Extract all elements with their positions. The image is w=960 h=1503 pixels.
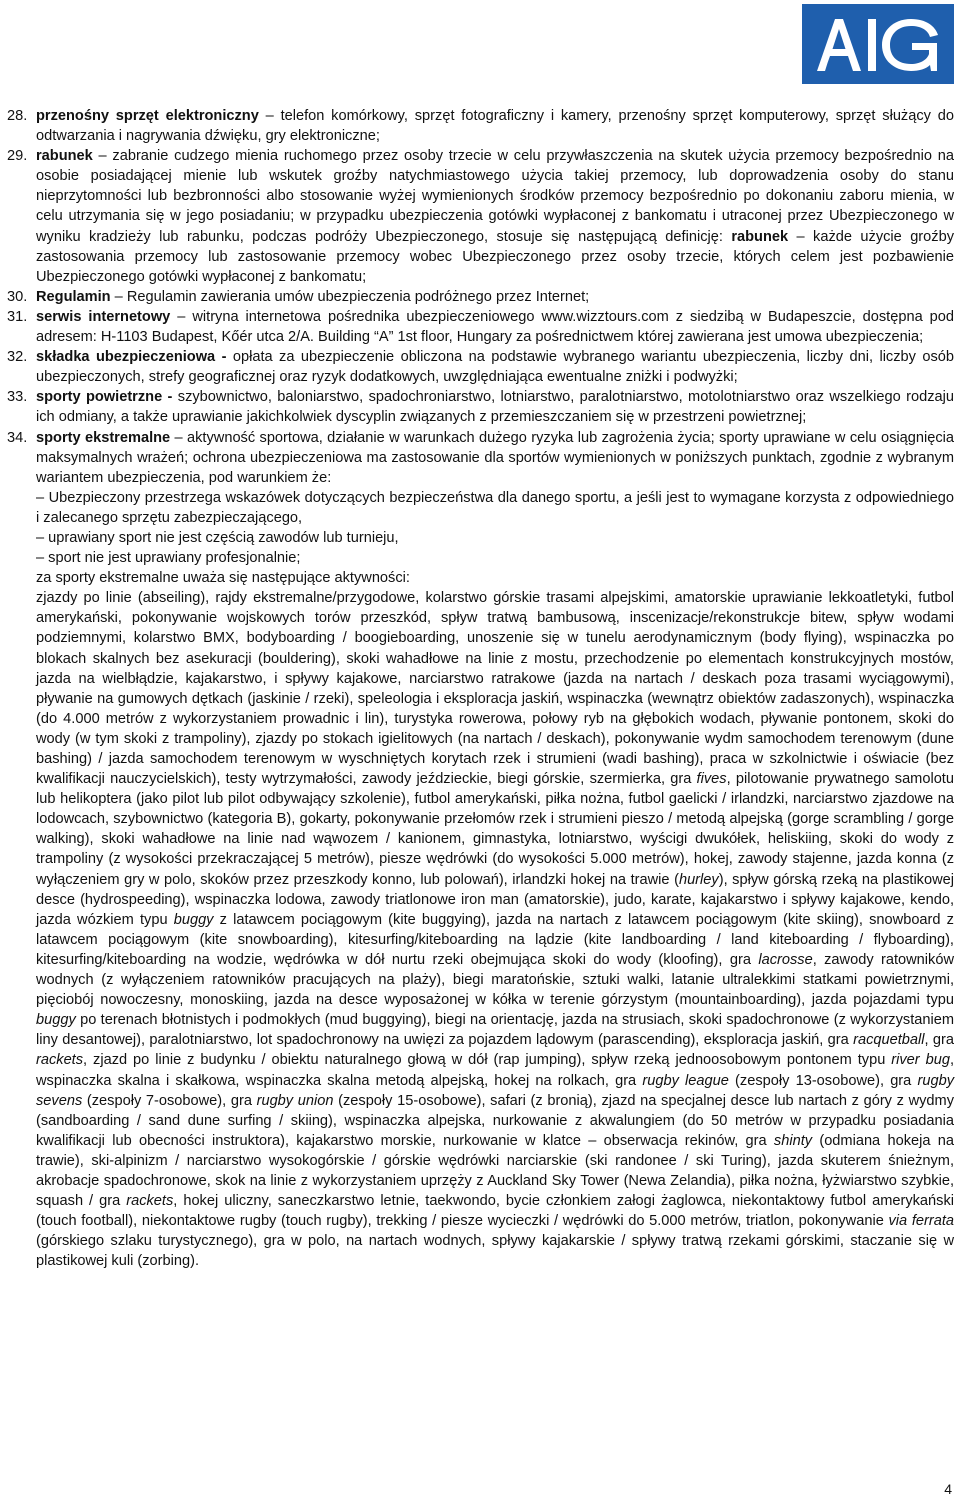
definition-30: [7, 287, 954, 307]
sport-name-italic: racquetball: [853, 1032, 925, 1049]
item-number: 28.: [7, 108, 28, 124]
item-number: 30.: [7, 288, 28, 305]
sports-text: , pilotowanie prywatnego samolotu lub helikoptera (jako pilot lub pilot odbywający szkolenie), futbol amerykański, piłka nożna, futbol gaelicki / irlandzki, narciarstwo zjazdowe na lodowcach, szybownictwo (kategoria B), gokarty, pokonywanie przełomów rzek i strumieni pieszo / metodą alpejską (gorge scrambling / gorge walking), skoki wahadłowe na linie nad wąwozem / kanionem, gimnastyka, lotniarstwo, wyścigi dwukółek, heliskiing, skoki do wody z trampoliny (z wysokości przekraczającej 5 metrów), piesze wędrówki (do wysokości 5.000 metrów), hokej, zawody stajenne, jazda konna (z wyłączeniem gry w polo, skoków przez przeszkody konno, lub polowań), irlandzki hokej na trawie (: [36, 771, 954, 888]
sports-list: [36, 588, 954, 1271]
definition-32: [7, 347, 954, 387]
sport-name-italic: hurley: [678, 871, 719, 888]
item-number: 33.: [7, 389, 28, 406]
definition-29: [7, 146, 954, 287]
item-number: 34.: [7, 429, 28, 446]
sport-name-italic: lacrosse: [758, 951, 813, 968]
definition-text-secondary: – każde użycie groźby zastosowania przemocy lub zastosowanie przemocy wobec Ubezpieczonego przez osoby trzecie, których celem jest pozbawienie Ubezpieczonego gotówki wypłaconej z bankomatu;: [36, 228, 954, 285]
sports-text: , hokej uliczny, saneczkarstwo letnie, taekwondo, bycie członkiem załogi żaglowca, niekontaktowy futbol amerykański (touch football), niekontaktowe rugby (touch rugby), trekking / piesze wycieczki / wędrówki do 5.000 metrów, triatlon, pokonywanie: [36, 1193, 954, 1230]
sports-text: (górskiego szlaku turystycznego), gra w polo, na nartach wodnych, spływy kajakarskie / spływy tratwą rzekami górskimi, staczanie się w plastikowej kuli (zorbing).: [36, 1233, 954, 1270]
aig-logo-mark: [813, 13, 943, 75]
sport-name-italic: buggy: [36, 1012, 76, 1029]
sports-text: po terenach błotnistych i podmokłych (mud buggying), biegi na orientację, jazda na strusiach, skoki spadochronowe (z wykorzystaniem liny desantowej), paralotniarstwo, lot spadochronowy na uwięzi za pojazdem lądowym (parascending), eksploracja jaskiń, gra: [36, 1012, 954, 1049]
definition-text: szybownictwo, baloniarstwo, spadochroniarstwo, lotniarstwo, paralotniarstwo, motolotniarstwo oraz wszelkiego rodzaju ich odmiany, a także uprawianie jakichkolwiek dyscyplin związanych z przemieszczaniem się w przestrzeni powietrznej;: [36, 389, 954, 426]
sports-text: zjazdy po linie (abseiling), rajdy ekstremalne/przygodowe, kolarstwo górskie trasami alpejskimi, amatorskie uprawianie lekkoatletyki, futbol amerykański, pokonywanie wojskowych torów przeszkód, spływ tratwą bambusową, inscenizacje/rekonstrukcje bitew, spływ wodami podziemnymi, kolarstwo BMX, bodyboarding / boogieboarding, unoszenie się w tunelu aerodynamicznym (body flying), wspinaczka po blokach skalnych bez asekuracji (bouldering), skoki wahadłowe na linie z mostu, przechodzenie po elementach konstrukcyjnych mostów, jazda na wielbłądzie, kajakarstwo, i spływy kajakowe, narciarstwo ratrakowe (jazda na nartach / deskach poza trasami wyciągowymi), pływanie na gumowych dętkach (jaskinie / rzeki), speleologia i eksploracja jaskiń, wspinaczka (wewnątrz obiektów zadaszonych), wspinaczka (do 4.000 metrów z wykorzystaniem prowadnic i lin), turystyka rowerowa, połowy ryb na głębokich wodach, pływanie pontonem, skoki do wody (w tym skoki z trampoliny), zjazdy po stokach igielitowych (na nartach / deskach), pokonywanie wydm samochodem terenowym (dune bashing) / jazda samochodem terenowym w wyschniętych korytach rzek i strumieni (wadi bashing), praca w szkolnictwie i oświacie (bez kwalifikacji nauczycielskich), testy wytrzymałości, zawody jeździeckie, biegi górskie, szermierka, gra: [36, 590, 954, 788]
sports-text: (zespoły 15-osobowe), safari (z bronią), zjazd na specjalnej desce lub nartach z góry z wydmy (sandboarding / sand dune surfing / skiing), wspinaczka alpejska, nurkowanie z akwalungiem (do 50 metrów w przypadku posiadania kwalifikacji lub obecności instruktora), kajakarstwo morskie, nurkowanie w klatce – obserwacja rekinów, gra: [36, 1092, 954, 1149]
sport-name-italic: shinty: [773, 1132, 813, 1149]
sports-list-lead: za sporty ekstremalne uważa się następujące aktywności:: [36, 570, 410, 587]
condition-1: – Ubezpieczony przestrzega wskazówek dotyczących bezpieczeństwa dla danego sportu, a jeśli jest to wymagane korzysta z odpowiedniego i zalecanego sprzętu zabezpieczającego,: [36, 489, 954, 526]
definition-term: rabunek: [36, 148, 93, 165]
definition-31: [7, 307, 954, 347]
sport-name-italic: buggy: [173, 911, 214, 928]
sport-name-italic: fives: [696, 771, 727, 788]
sports-text: , zjazd po linie z budynku / obiektu naturalnego głową w dół (rap jumping), spływ rzeką jednoosobowym pontonem typu: [83, 1052, 892, 1069]
definition-term: sporty powietrzne -: [36, 389, 173, 406]
item-number: 32.: [7, 349, 28, 366]
sports-text: ), spływ górską rzeką na plastikowej desce (hydrospeeding), wspinaczka lodowa, zawody triatlonowe iron man (amatorskie), judo, karate, kajakarstwo i spływy kajakowe, kendo, jazda wózkiem typu: [36, 871, 954, 928]
condition-2: – uprawiany sport nie jest częścią zawodów lub turnieju,: [36, 529, 399, 546]
sport-name-italic: via ferrata: [888, 1213, 955, 1230]
definition-28: [7, 106, 954, 146]
sport-name-italic: rugby sevens: [36, 1072, 954, 1109]
definition-33: [7, 387, 954, 427]
definition-text: – telefon komórkowy, sprzęt fotograficzny i kamery, przenośny sprzęt komputerowy, sprzęt służący do odtwarzania i nagrywania dźwięku, gry elektroniczne;: [36, 108, 954, 145]
definition-term-secondary: rabunek: [731, 228, 789, 245]
definition-text: – Regulamin zawierania umów ubezpieczenia podróżnego przez Internet;: [110, 288, 590, 305]
definition-term: składka ubezpieczeniowa -: [36, 349, 227, 366]
sport-name-italic: rackets: [126, 1193, 174, 1210]
definition-text: – witryna internetowa pośrednika ubezpieczeniowego www.wizztours.com z siedzibą w Budapeszcie, dostępna pod adresem: H-1103 Budapest, Kőér utca 2/A. Building “A” 1st floor, Hungary za pośrednictwem której zawierana jest umowa ubezpieczenia;: [36, 308, 955, 346]
sports-text: , gra: [924, 1032, 955, 1049]
sports-text: (odmiana hokeja na trawie), ski-alpinizm / narciarstwo wysokogórskie / górskie wędrówki narciarskie (ski randonee / ski Turing), jazda skuterem śnieżnym, akrobacje spadochronowe, skok na linie z wykorzystaniem uprzęży z Auckland Sky Tower (Newa Zelandia), piłka nożna, łyżwiarstwo szybkie, squash / gra: [36, 1132, 954, 1210]
sport-name-italic: rackets: [36, 1052, 84, 1069]
definition-term: Regulamin: [36, 288, 111, 305]
item-number: 31.: [7, 308, 28, 325]
definition-text: opłata za ubezpieczenie obliczona na podstawie wybranego wariantu ubezpieczenia, liczby dni, liczby osób ubezpieczonych, strefy geograficznej oraz ryzyk dodatkowych, uwzględniająca ewentualne zniżki i podwyżki;: [36, 349, 954, 386]
item-number: 29.: [7, 148, 28, 165]
condition-3: – sport nie jest uprawiany profesjonalnie;: [36, 550, 301, 567]
aig-logo: [802, 4, 954, 84]
sport-name-italic: rugby league: [642, 1072, 729, 1089]
sports-text: (zespoły 13-osobowe), gra: [728, 1072, 918, 1089]
definition-term: sporty ekstremalne: [36, 429, 171, 446]
sports-text: , wspinaczka skalna i skałkowa, wspinaczka skalna metodą alpejską, hokej na rolkach, gra: [36, 1052, 954, 1089]
sport-name-italic: rugby union: [256, 1092, 334, 1109]
definition-34: [7, 428, 954, 1272]
sport-name-italic: river bug: [891, 1052, 950, 1069]
sports-text: (zespoły 7-osobowe), gra: [82, 1092, 257, 1109]
definition-term: przenośny sprzęt elektroniczny: [36, 108, 259, 124]
definition-term: serwis internetowy: [36, 308, 171, 325]
definition-text: – zabranie cudzego mienia ruchomego przez osoby trzecie w celu przywłaszczenia na skutek użycia przemocy bezpośrednio na osobie posiadającej mienie lub wskutek groźby natychmiastowego użycia takiej przemocy, lub doprowadzenia osoby do stanu nieprzytomności lub bezbronności albo stosowanie wyżej wymienionych środków przemocy bezpośrednio po dokonaniu zaboru mienia, w celu utrzymania się w jego posiadaniu; w przypadku ubezpieczenia gotówki wypłaconej z bankomatu i utraconej przez Ubezpieczonego w wyniku kradzieży lub rabunku, podczas podróży Ubezpieczonego, stosuje się następującą definicję:: [36, 148, 954, 245]
sports-text: z latawcem pociągowym (kite buggying), jazda na nartach z latawcem pociągowym (kite skiing), snowboard z latawcem pociągowym (kite snowboarding), kitesurfing/kiteboarding na lądzie (kite landboarding / land kiteboarding / flyboarding), kitesurfing/kiteboarding na wodzie, wędrówka w dół nurtu rzeki obejmująca skoki do wody (kloofing), gra: [36, 911, 954, 968]
sports-text: , zawody ratowników wodnych (z wyłączeniem ratowników pracujących na plaży), biegi maratońskie, sztuki walki, latanie ultralekkimi statkami powietrznymi, pięciobój nowoczesny, monoskiing, jazda na desce wyposażonej w kółka w terenie górzystym (mountainboarding), jazda pojazdami typu: [36, 951, 954, 1009]
page-number: 4: [944, 1481, 952, 1497]
definition-text: – aktywność sportowa, działanie w warunkach dużego ryzyka lub zagrożenia życia; sporty uprawiane w celu osiągnięcia maksymalnych wrażeń; ochrona ubezpieczeniowa ma zastosowanie dla sportów wymienionych w poniższych punktach, zgodnie z wybranym wariantem ubezpieczenia, pod warunkiem że:: [36, 429, 954, 486]
document-body: [7, 106, 954, 1271]
